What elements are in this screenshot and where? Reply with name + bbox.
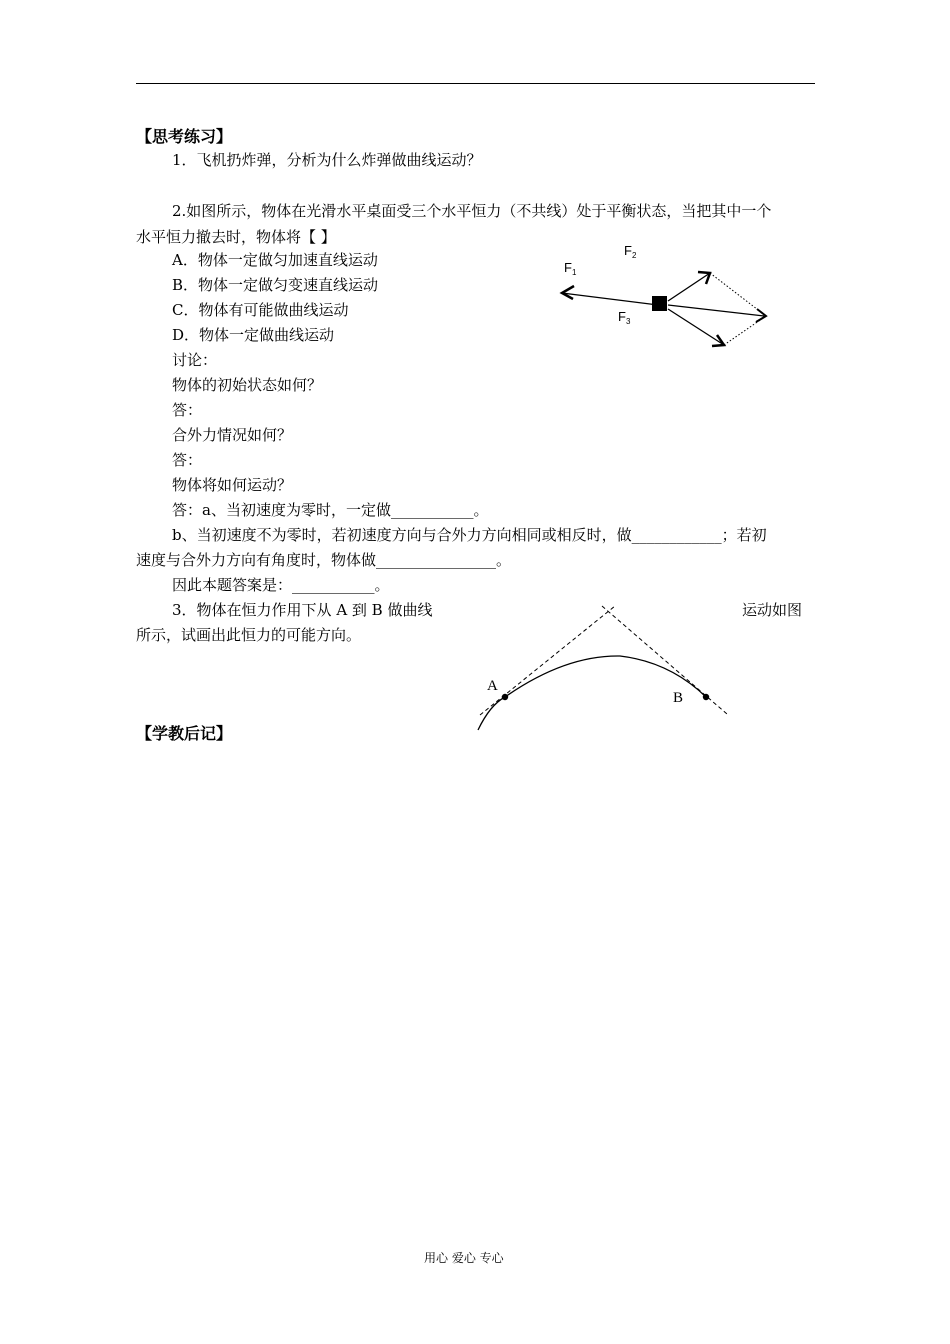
trajectory-curve	[478, 656, 706, 730]
f2-label: $F_2$	[624, 243, 637, 260]
section-title: 【思考练习】	[136, 127, 233, 146]
point-b-marker	[703, 694, 709, 700]
discussion-question-3: 物体将如何运动？	[172, 476, 293, 494]
f3-label: $F_3$	[618, 309, 631, 326]
discussion-question-2: 合外力情况如何？	[172, 426, 293, 444]
parallelogram-edge-top	[710, 273, 766, 316]
discussion-label: 讨论：	[172, 351, 218, 369]
f2-arrowhead	[698, 272, 710, 284]
discussion-answer-3b-line-2: 速度与合外力方向有角度时，物体做________________。	[136, 551, 512, 569]
page-footer: 用心 爱心 专心	[424, 1251, 504, 1265]
resultant-line	[668, 305, 764, 316]
option-d: D．物体一定做曲线运动	[172, 326, 335, 344]
point-b-label: B	[673, 690, 684, 706]
f1-arrowhead	[562, 286, 574, 299]
discussion-answer-1: 答：	[172, 401, 203, 419]
option-b: B．物体一定做匀变速直线运动	[172, 276, 379, 294]
tangent-at-a	[480, 606, 615, 715]
header-rule	[136, 83, 815, 84]
f2-arrow-line	[668, 273, 710, 301]
conclusion: 因此本题答案是：___________。	[172, 576, 390, 594]
object-block	[652, 296, 667, 311]
point-a-marker	[502, 694, 508, 700]
question-3-line-2: 所示，试画出此恒力的可能方向。	[136, 626, 362, 644]
force-diagram	[550, 235, 790, 360]
f3-arrow-line	[668, 309, 724, 345]
point-a-label: A	[487, 678, 498, 694]
question-1: 1．飞机扔炸弹，分析为什么炸弹做曲线运动？	[172, 151, 482, 169]
discussion-answer-3b-line-1: b、当初速度不为零时，若初速度方向与合外力方向相同或相反时，做____________；若初	[172, 526, 767, 544]
option-c: C．物体有可能做曲线运动	[172, 301, 349, 319]
f1-arrow-line	[562, 293, 658, 305]
question-3-line-1-right: 运动如图	[742, 601, 803, 619]
parallelogram-edge-bottom	[724, 316, 766, 345]
discussion-answer-2: 答：	[172, 451, 203, 469]
option-a: A．物体一定做匀加速直线运动	[172, 251, 378, 269]
question-2-line-2: 水平恒力撤去时，物体将【 】	[136, 228, 336, 246]
discussion-answer-3a: 答：a、当初速度为零时，一定做___________。	[172, 501, 489, 519]
afterword-title: 【学教后记】	[136, 724, 233, 743]
trajectory-diagram	[470, 600, 740, 735]
question-2-line-1: 2.如图所示，物体在光滑水平桌面受三个水平恒力（不共线）处于平衡状态，当把其中一个	[172, 202, 772, 220]
discussion-question-1: 物体的初始状态如何？	[172, 376, 323, 394]
question-3-line-1-left: 3．物体在恒力作用下从 A 到 B 做曲线	[172, 601, 433, 619]
f1-label: $F_1$	[564, 260, 577, 277]
